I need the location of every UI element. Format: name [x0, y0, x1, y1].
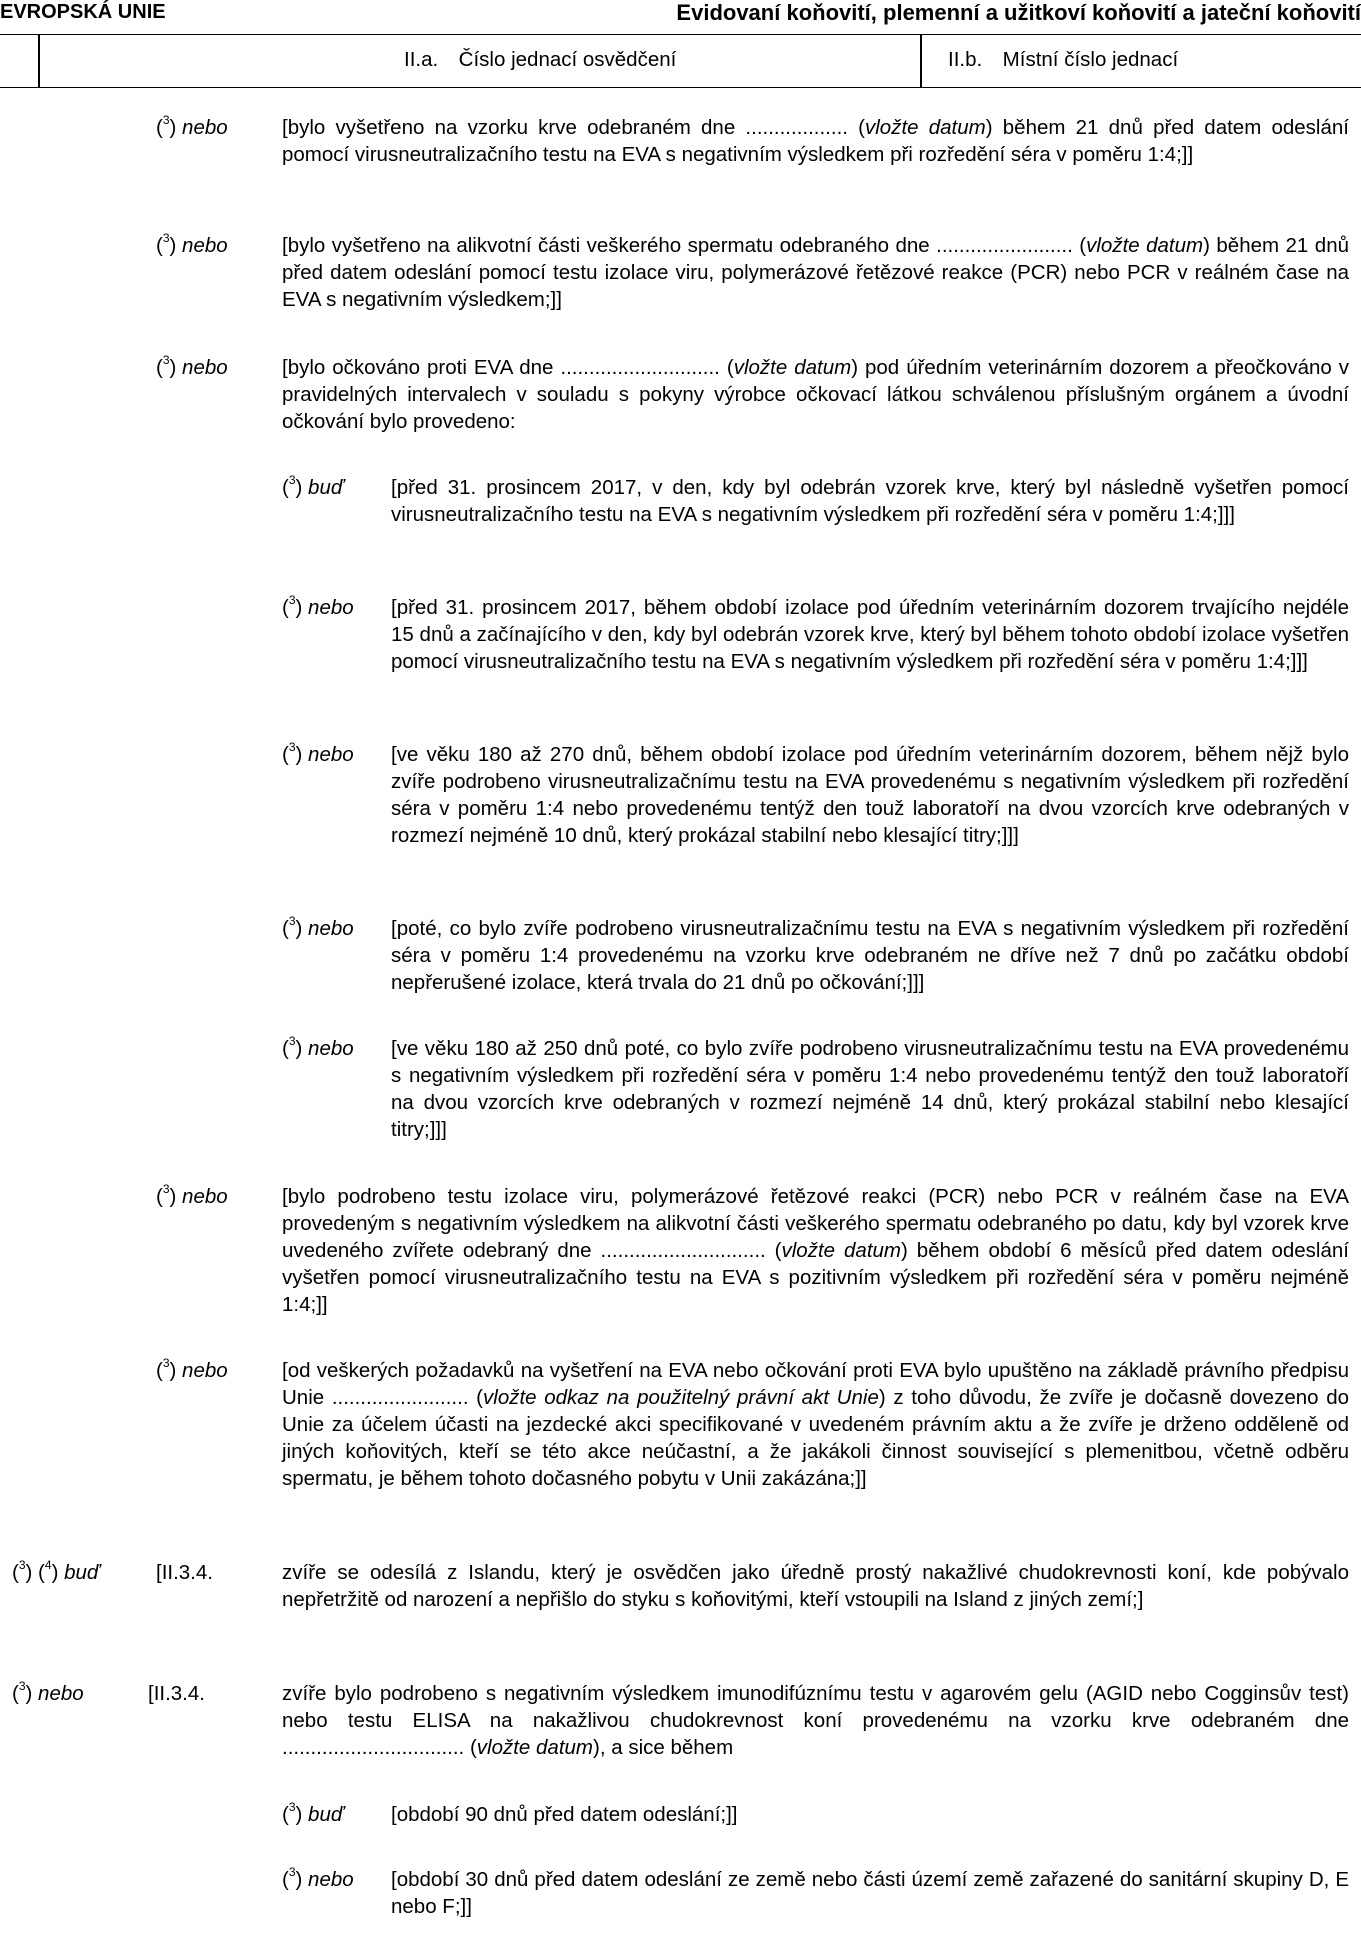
entry-marker: ($^3$) buď — [282, 473, 344, 499]
certificate-reference-label: II.a. Číslo jednací osvědčení — [404, 48, 677, 71]
entry-marker: ($^3$) nebo — [282, 1034, 354, 1060]
entry-marker: ($^3$) nebo — [282, 593, 354, 619]
entry-text: [bylo očkováno proti EVA dne ............................ (vložte datum) pod úředním veterinárním dozorem a přeočkováno v pravidelných intervalech v souladu s pokyny výrobce očkovací látkou schválenou příslušným orgánem a úvodní očkování bylo provedeno: — [282, 356, 1350, 433]
entry-text: [před 31. prosincem 2017, v den, kdy byl odebrán vzorek krve, který byl následně vyšetřen pomocí virusneutralizačního testu na EVA s negativním výsledkem při rozředění séra v poměru 1:4;]]] — [391, 476, 1349, 526]
entry-text: [ve věku 180 až 270 dnů, během období izolace pod úředním veterinárním dozorem, během nějž bylo zvíře podrobeno virusneutralizačnímu testu na EVA provedenému s negativním výsledkem při rozředění séra v poměru 1:4 nebo provedenému tentýž den touž laboratoří na dvou vzorcích krve odebraných v rozmezí nejméně 10 dnů, který prokázal stabilní nebo klesající titry;]]] — [391, 743, 1349, 847]
table-divider — [920, 35, 922, 87]
entry-marker: ($^3$) nebo — [156, 231, 228, 257]
entry-marker: ($^3$) nebo — [282, 1865, 354, 1891]
section-code: [II.3.4. — [156, 1561, 213, 1584]
header-left: EVROPSKÁ UNIE — [0, 1, 166, 23]
entry-marker: ($^3$) nebo — [282, 740, 354, 766]
entry-text: [poté, co bylo zvíře podrobeno virusneutralizačnímu testu na EVA s negativním výsledkem při rozředění séra v poměru 1:4 provedenému na vzorku krve odebraném ne dříve než 7 dnů po začátku období nepřerušené izolace, která trvala do 21 dnů po očkování;]]] — [391, 917, 1349, 994]
entry-text: zvíře se odesílá z Islandu, který je osvědčen jako úředně prostý nakažlivé chudokrevnosti koní, kde pobývalo nepřetržitě od narození a nepřišlo do styku s koňovitými, kteří vstoupili na Island z jiných zemí;] — [282, 1561, 1349, 1611]
document-title: Evidovaní koňovití, plemenní a užitkoví koňovití a jateční koňovití — [676, 0, 1361, 25]
entry-marker: ($^3$) ($^4$) buď — [12, 1558, 100, 1584]
local-reference-label: II.b. Místní číslo jednací — [948, 48, 1179, 71]
entry-marker: ($^3$) buď — [282, 1800, 344, 1826]
entry-text: [bylo vyšetřeno na alikvotní části veškerého spermatu odebraného dne ........................ (vložte datum) během 21 dnů před datem odeslání pomocí testu izolace viru, polymerázové řetězové reakce (PCR) nebo PCR v reálném čase na EVA s negativním výsledkem;]] — [282, 234, 1349, 311]
entry-marker: ($^3$) nebo — [156, 1356, 228, 1382]
entry-text: [bylo vyšetřeno na vzorku krve odebraném dne .................. (vložte datum) během 21 dnů před datem odeslání pomocí virusneutralizačního testu na EVA s negativním výsledkem při rozředění séra v poměru 1:4;]] — [282, 116, 1349, 166]
entry-text: [bylo podrobeno testu izolace viru, polymerázové řetězové reakci (PCR) nebo PCR v reálném čase na EVA provedeným s negativním výsledkem na alikvotní části veškerého spermatu odebraného po datu, kdy byl vzorek krve uvedeného zvířete odebraný dne ............................. (vložte datum) během období 6 měsíců před datem odeslání vyšetřen pomocí virusneutralizačního testu na EVA s pozitivním výsledkem při rozředění séra v poměru nejméně 1:4;]] — [282, 1185, 1349, 1316]
entry-text: [období 30 dnů před datem odeslání ze země nebo části území země zařazené do sanitární skupiny D, E nebo F;]] — [391, 1868, 1349, 1918]
entry-text: [od veškerých požadavků na vyšetření na EVA nebo očkování proti EVA bylo upuštěno na základě právního předpisu Unie ........................ (vložte odkaz na použitelný právní akt Unie) z toho důvodu, že zvíře je dočasně dovezeno do Unie za účelem účasti na jezdecké akci specifikované v uvedeném právním aktu a že zvíře je drženo odděleně od jiných koňovitých, kteří se této akce neúčastní, a že jakákoli činnost související s plemenitbou, včetně odběru spermatu, je během tohoto dočasného pobytu v Unii zakázána;]] — [282, 1359, 1350, 1490]
entry-text: [ve věku 180 až 250 dnů poté, co bylo zvíře podrobeno virusneutralizačnímu testu na EVA provedenému s negativním výsledkem při rozředění séra v poměru 1:4 nebo provedenému tentýž den touž laboratoří na dvou vzorcích krve odebraných v rozmezí nejméně 14 dnů, který prokázal stabilní nebo klesající titry;]]] — [391, 1037, 1349, 1141]
section-code: [II.3.4. — [148, 1682, 205, 1705]
entry-text: zvíře bylo podrobeno s negativním výsledkem imunodifúznímu testu v agarovém gelu (AGID nebo Cogginsův test) nebo testu ELISA na nakažlivou chudokrevnost koní provedenému na vzorku krve odebraném dne ................................ (vložte datum), a sice během — [282, 1682, 1349, 1759]
table-divider — [38, 35, 40, 87]
reference-table — [0, 34, 1361, 88]
entry-marker: ($^3$) nebo — [156, 353, 228, 379]
entry-marker: ($^3$) nebo — [156, 113, 228, 139]
entry-text: [před 31. prosincem 2017, během období izolace pod úředním veterinárním dozorem trvajícího nejdéle 15 dnů a začínajícího v den, kdy byl odebrán vzorek krve, který byl během tohoto období izolace vyšetřen pomocí virusneutralizačního testu na EVA s negativním výsledkem při rozředění séra v poměru 1:4;]]] — [391, 596, 1349, 673]
entry-marker: ($^3$) nebo — [282, 914, 354, 940]
entry-marker: ($^3$) nebo — [156, 1182, 228, 1208]
entry-marker: ($^3$) nebo — [12, 1679, 84, 1705]
entry-text: [období 90 dnů před datem odeslání;]] — [391, 1803, 738, 1826]
